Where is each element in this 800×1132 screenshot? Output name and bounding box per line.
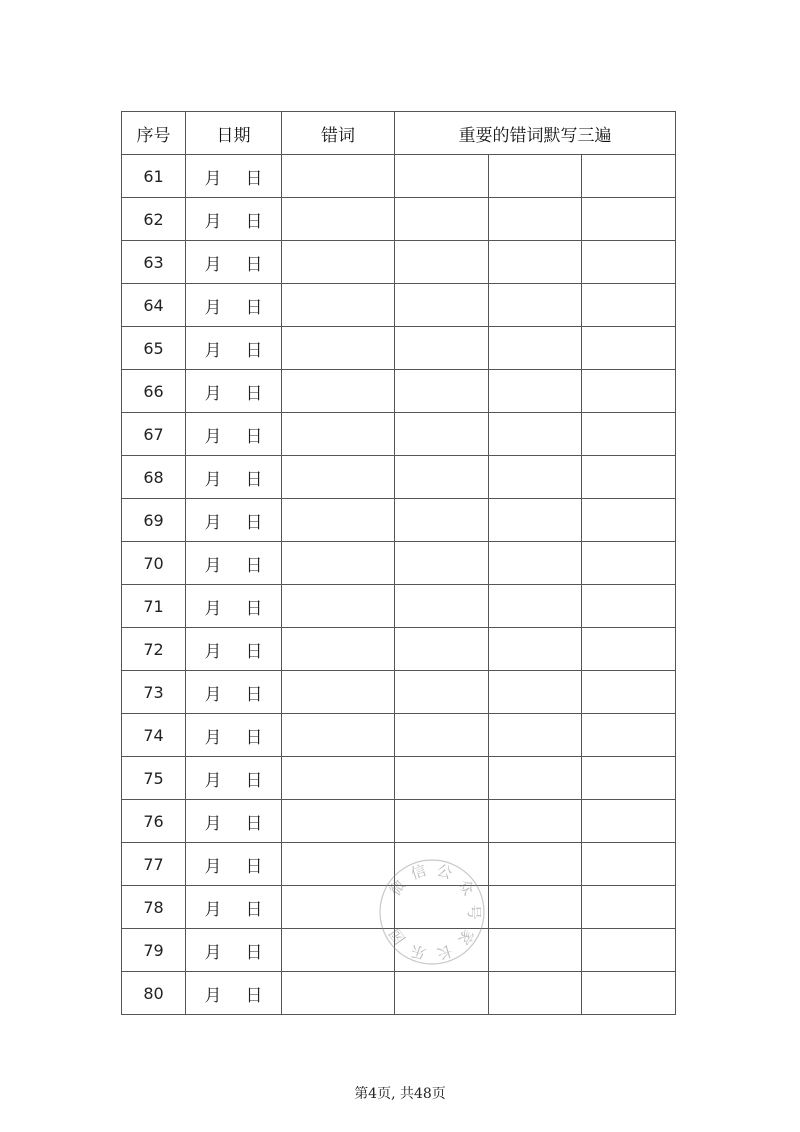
date-day-label: 日 (245, 383, 263, 404)
row-index: 77 (122, 843, 186, 886)
date-day-label: 日 (245, 211, 263, 232)
row-date (186, 413, 282, 456)
row-date (186, 456, 282, 499)
row-index: 80 (122, 972, 186, 1015)
row-index: 79 (122, 929, 186, 972)
date-month-label: 月 (204, 899, 222, 920)
row-index: 66 (122, 370, 186, 413)
practice-cell-2[interactable] (489, 628, 582, 671)
table-row (122, 327, 676, 370)
practice-cell-3[interactable] (582, 972, 676, 1015)
row-date (186, 198, 282, 241)
date-month-label: 月 (204, 985, 222, 1006)
row-index: 65 (122, 327, 186, 370)
date-month-label: 月 (204, 297, 222, 318)
row-date (186, 370, 282, 413)
practice-cell-3[interactable] (582, 671, 676, 714)
practice-cell-2[interactable] (489, 929, 582, 972)
date-month-label: 月 (204, 426, 222, 447)
row-index: 63 (122, 241, 186, 284)
practice-cell-3[interactable] (582, 241, 676, 284)
wrong-word-cell[interactable] (282, 456, 395, 499)
practice-cell-2[interactable] (489, 714, 582, 757)
date-month-label: 月 (204, 211, 222, 232)
date-month-label: 月 (204, 469, 222, 490)
watermark-char: 家 (454, 925, 478, 949)
practice-cell-2[interactable] (489, 327, 582, 370)
row-date (186, 499, 282, 542)
practice-cell-1[interactable] (395, 671, 489, 714)
practice-cell-2[interactable] (489, 757, 582, 800)
row-date (186, 800, 282, 843)
watermark-char: 号 (465, 904, 483, 920)
date-month-label: 月 (204, 383, 222, 404)
row-index: 74 (122, 714, 186, 757)
practice-cell-2[interactable] (489, 284, 582, 327)
practice-cell-3[interactable] (582, 456, 676, 499)
row-date (186, 972, 282, 1015)
practice-cell-2[interactable] (489, 542, 582, 585)
row-index: 73 (122, 671, 186, 714)
wrong-word-cell[interactable] (282, 499, 395, 542)
watermark-char: 众 (454, 875, 478, 899)
table-row (122, 628, 676, 671)
practice-cell-2[interactable] (489, 800, 582, 843)
practice-cell-3[interactable] (582, 714, 676, 757)
date-day-label: 日 (245, 512, 263, 533)
date-month-label: 月 (204, 168, 222, 189)
practice-cell-1[interactable] (395, 155, 489, 198)
practice-cell-1[interactable] (395, 198, 489, 241)
row-date (186, 155, 282, 198)
row-index: 78 (122, 886, 186, 929)
practice-cell-2[interactable] (489, 241, 582, 284)
date-month-label: 月 (204, 254, 222, 275)
wrong-word-cell[interactable] (282, 542, 395, 585)
practice-cell-2[interactable] (489, 886, 582, 929)
wrong-word-cell[interactable] (282, 413, 395, 456)
practice-cell-1[interactable] (395, 327, 489, 370)
practice-cell-3[interactable] (582, 198, 676, 241)
row-date (186, 241, 282, 284)
practice-cell-1[interactable] (395, 628, 489, 671)
wrong-word-cell[interactable] (282, 155, 395, 198)
practice-cell-1[interactable] (395, 499, 489, 542)
date-day-label: 日 (245, 254, 263, 275)
row-index: 64 (122, 284, 186, 327)
row-index: 61 (122, 155, 186, 198)
watermark-char: 园 (385, 924, 410, 948)
row-date (186, 327, 282, 370)
row-index: 75 (122, 757, 186, 800)
row-index: 68 (122, 456, 186, 499)
date-day-label: 日 (245, 770, 263, 791)
practice-cell-2[interactable] (489, 499, 582, 542)
table-row (122, 241, 676, 284)
row-date (186, 886, 282, 929)
practice-cell-1[interactable] (395, 413, 489, 456)
practice-cell-2[interactable] (489, 155, 582, 198)
table-row (122, 413, 676, 456)
row-index: 71 (122, 585, 186, 628)
table-row (122, 671, 676, 714)
table-row (122, 370, 676, 413)
header-practice: 重要的错词默写三遍 (395, 112, 676, 155)
practice-cell-1[interactable] (395, 585, 489, 628)
date-day-label: 日 (245, 684, 263, 705)
date-day-label: 日 (245, 641, 263, 662)
watermark-char: 信 (408, 861, 429, 884)
practice-cell-3[interactable] (582, 327, 676, 370)
practice-cell-3[interactable] (582, 370, 676, 413)
watermark-char: 微 (385, 876, 410, 900)
practice-cell-3[interactable] (582, 499, 676, 542)
practice-cell-3[interactable] (582, 843, 676, 886)
wrong-word-cell[interactable] (282, 800, 395, 843)
practice-cell-1[interactable] (395, 284, 489, 327)
row-index: 69 (122, 499, 186, 542)
row-date (186, 714, 282, 757)
date-month-label: 月 (204, 512, 222, 533)
row-index: 62 (122, 198, 186, 241)
practice-cell-2[interactable] (489, 370, 582, 413)
wrong-word-cell[interactable] (282, 628, 395, 671)
row-date (186, 628, 282, 671)
date-month-label: 月 (204, 598, 222, 619)
table-row (122, 800, 676, 843)
row-index: 70 (122, 542, 186, 585)
page-footer: 第4页, 共48页 (354, 1086, 446, 1102)
date-day-label: 日 (245, 555, 263, 576)
date-month-label: 月 (204, 813, 222, 834)
wrong-word-cell[interactable] (282, 757, 395, 800)
table-row (122, 499, 676, 542)
practice-cell-3[interactable] (582, 757, 676, 800)
practice-cell-1[interactable] (395, 241, 489, 284)
watermark-char: 长 (434, 941, 455, 963)
wrong-word-cell[interactable] (282, 327, 395, 370)
table-row (122, 757, 676, 800)
date-day-label: 日 (245, 426, 263, 447)
row-date (186, 284, 282, 327)
row-index: 76 (122, 800, 186, 843)
table-row (122, 155, 676, 198)
practice-cell-3[interactable] (582, 155, 676, 198)
header-index: 序号 (122, 112, 186, 155)
row-date (186, 757, 282, 800)
row-date (186, 671, 282, 714)
date-day-label: 日 (245, 168, 263, 189)
practice-cell-3[interactable] (582, 929, 676, 972)
date-month-label: 月 (204, 340, 222, 361)
wrong-word-cell[interactable] (282, 284, 395, 327)
practice-cell-1[interactable] (395, 456, 489, 499)
date-day-label: 日 (245, 985, 263, 1006)
date-month-label: 月 (204, 555, 222, 576)
watermark-char: 公 (434, 861, 455, 883)
practice-cell-2[interactable] (489, 456, 582, 499)
date-day-label: 日 (245, 856, 263, 877)
row-date (186, 843, 282, 886)
watermark-seal (362, 842, 502, 982)
header-date: 日期 (186, 112, 282, 155)
table-row (122, 585, 676, 628)
date-day-label: 日 (245, 727, 263, 748)
table-row (122, 284, 676, 327)
date-month-label: 月 (204, 770, 222, 791)
table-row (122, 542, 676, 585)
date-month-label: 月 (204, 641, 222, 662)
table-row (122, 198, 676, 241)
practice-cell-3[interactable] (582, 284, 676, 327)
practice-cell-2[interactable] (489, 585, 582, 628)
practice-cell-3[interactable] (582, 413, 676, 456)
row-index: 67 (122, 413, 186, 456)
table-row (122, 456, 676, 499)
practice-cell-2[interactable] (489, 671, 582, 714)
header-wrong-word: 错词 (282, 112, 395, 155)
date-day-label: 日 (245, 469, 263, 490)
practice-cell-2[interactable] (489, 843, 582, 886)
row-date (186, 542, 282, 585)
practice-cell-1[interactable] (395, 370, 489, 413)
wrong-word-cell[interactable] (282, 241, 395, 284)
practice-cell-1[interactable] (395, 542, 489, 585)
date-day-label: 日 (245, 598, 263, 619)
wrong-word-cell[interactable] (282, 671, 395, 714)
wrong-word-cell[interactable] (282, 585, 395, 628)
practice-cell-2[interactable] (489, 972, 582, 1015)
date-month-label: 月 (204, 942, 222, 963)
practice-cell-1[interactable] (395, 714, 489, 757)
practice-cell-3[interactable] (582, 628, 676, 671)
practice-cell-2[interactable] (489, 413, 582, 456)
practice-cell-3[interactable] (582, 886, 676, 929)
wrong-word-cell[interactable] (282, 198, 395, 241)
practice-cell-2[interactable] (489, 198, 582, 241)
wrong-word-cell[interactable] (282, 714, 395, 757)
wrong-word-cell[interactable] (282, 370, 395, 413)
watermark-char: 乐 (408, 940, 429, 963)
row-index: 72 (122, 628, 186, 671)
date-month-label: 月 (204, 727, 222, 748)
practice-cell-3[interactable] (582, 542, 676, 585)
date-month-label: 月 (204, 684, 222, 705)
practice-cell-3[interactable] (582, 800, 676, 843)
date-month-label: 月 (204, 856, 222, 877)
practice-cell-1[interactable] (395, 757, 489, 800)
row-date (186, 929, 282, 972)
table-row (122, 714, 676, 757)
date-day-label: 日 (245, 899, 263, 920)
practice-cell-3[interactable] (582, 585, 676, 628)
date-day-label: 日 (245, 340, 263, 361)
date-day-label: 日 (245, 942, 263, 963)
date-day-label: 日 (245, 813, 263, 834)
date-day-label: 日 (245, 297, 263, 318)
practice-cell-1[interactable] (395, 800, 489, 843)
table-header-row (122, 112, 676, 155)
row-date (186, 585, 282, 628)
